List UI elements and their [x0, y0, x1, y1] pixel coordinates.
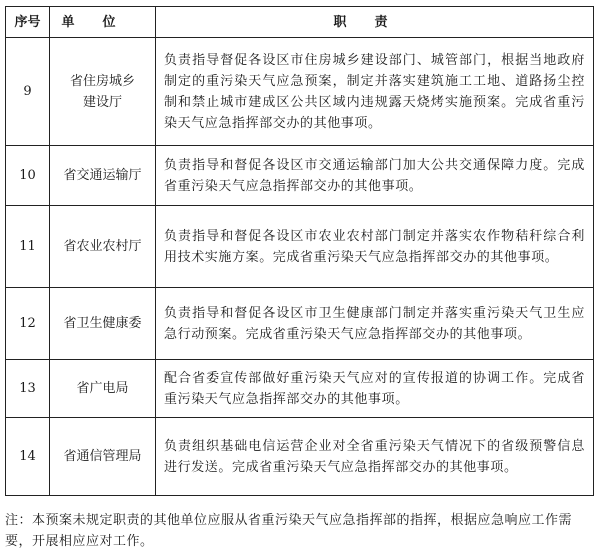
footnote — [5, 510, 593, 552]
row-seq: 14 — [6, 418, 50, 496]
row-unit — [50, 146, 156, 206]
header-duty: 职责 — [156, 7, 594, 38]
row-unit — [50, 418, 156, 496]
footnote-text: 本预案未规定职责的其他单位应服从省重污染天气应急指挥部的指挥，根据应急响应工作需要，开展相应应对工作。 — [5, 513, 573, 549]
row-unit-line: 建设厅 — [82, 94, 122, 110]
duties-table — [5, 6, 594, 496]
table-row — [6, 38, 594, 146]
table-row — [6, 360, 594, 418]
row-unit — [50, 360, 156, 418]
row-unit-line: 省通信管理局 — [63, 449, 142, 464]
row-unit-line: 省广电局 — [76, 381, 129, 396]
row-seq: 10 — [6, 146, 50, 206]
row-duty: 负责指导和督促各设区市农业农村部门制定并落实农作物秸秆综合利用技术实施方案。完成省重污染天气应急指挥部交办的其他事项。 — [156, 206, 594, 288]
footnote-label: 注： — [5, 513, 33, 528]
row-duty: 配合省委宣传部做好重污染天气应对的宣传报道的协调工作。完成省重污染天气应急指挥部交办的其他事项。 — [156, 360, 594, 418]
row-duty: 负责指导和督促各设区市交通运输部门加大公共交通保障力度。完成省重污染天气应急指挥部交办的其他事项。 — [156, 146, 594, 206]
table-row — [6, 146, 594, 206]
table-header-row — [6, 7, 594, 38]
table-row — [6, 288, 594, 360]
header-unit: 单位 — [50, 7, 156, 38]
row-seq: 13 — [6, 360, 50, 418]
row-unit-line: 省住房城乡 — [69, 73, 135, 89]
row-unit-line: 省农业农村厅 — [63, 239, 142, 254]
row-duty: 负责指导和督促各设区市卫生健康部门制定并落实重污染天气卫生应急行动预案。完成省重污染天气应急指挥部交办的其他事项。 — [156, 288, 594, 360]
row-unit — [50, 38, 156, 146]
row-unit-line: 省卫生健康委 — [63, 316, 142, 331]
table-row — [6, 418, 594, 496]
row-seq: 12 — [6, 288, 50, 360]
header-seq: 序号 — [6, 7, 50, 38]
row-seq: 9 — [6, 38, 50, 146]
row-unit-line: 省交通运输厅 — [63, 168, 142, 183]
table-row — [6, 206, 594, 288]
row-unit — [50, 206, 156, 288]
row-duty: 负责指导督促各设区市住房城乡建设部门、城管部门，根据当地政府制定的重污染天气应急预案，制定并落实建筑施工工地、道路扬尘控制和禁止城市建成区公共区域内违规露天烧烤实施预案。完成省重污染天气应急指挥部交办的其他事项。 — [156, 38, 594, 146]
row-seq: 11 — [6, 206, 50, 288]
row-unit — [50, 288, 156, 360]
row-duty: 负责组织基础电信运营企业对全省重污染天气情况下的省级预警信息进行发送。完成省重污染天气应急指挥部交办的其他事项。 — [156, 418, 594, 496]
